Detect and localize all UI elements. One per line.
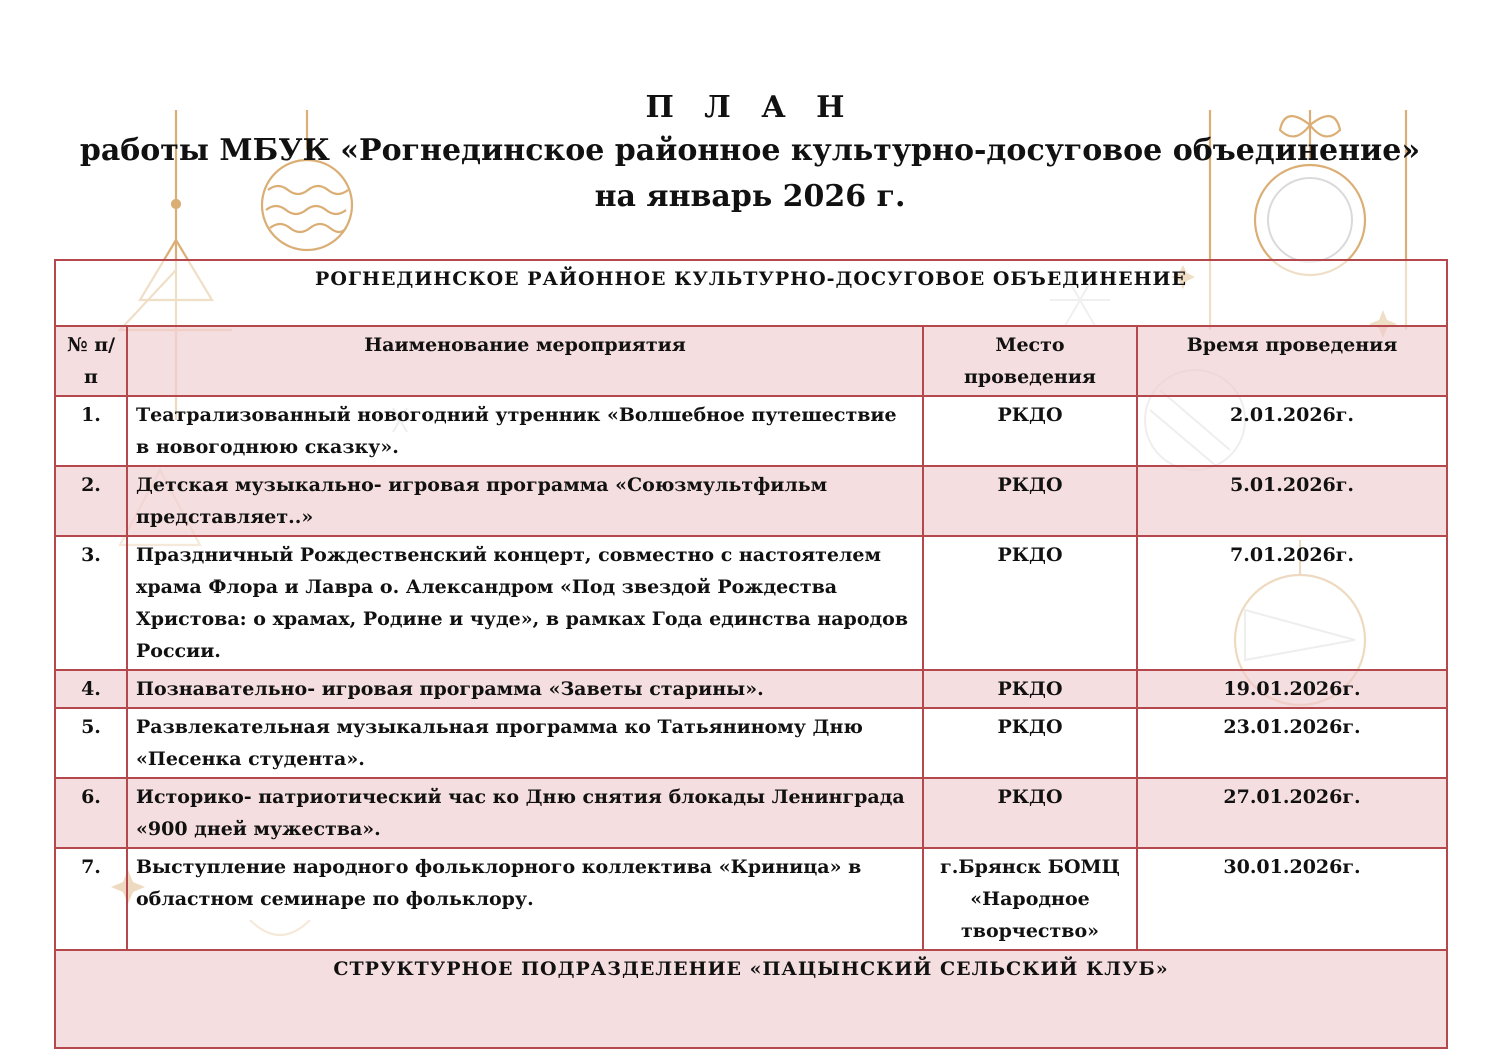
plan-title: П Л А Н — [645, 90, 855, 125]
row-event-name: Театрализованный новогодний утренник «Волшебное путешествие в новогоднюю сказку». — [127, 396, 923, 466]
table-row — [55, 536, 1447, 670]
row-place: РКДО — [923, 466, 1137, 536]
document-heading — [0, 88, 1500, 220]
subdivision-title: СТРУКТУРНОЕ ПОДРАЗДЕЛЕНИЕ «ПАЦЫНСКИЙ СЕЛЬСКИЙ КЛУБ» — [55, 950, 1447, 1048]
row-date: 23.01.2026г. — [1137, 708, 1447, 778]
row-date: 19.01.2026г. — [1137, 670, 1447, 708]
row-date: 27.01.2026г. — [1137, 778, 1447, 848]
row-num: 1. — [55, 396, 127, 466]
row-date: 30.01.2026г. — [1137, 848, 1447, 950]
row-date: 5.01.2026г. — [1137, 466, 1447, 536]
table-row — [55, 708, 1447, 778]
row-num: 6. — [55, 778, 127, 848]
table-header-row — [55, 326, 1447, 396]
row-place: РКДО — [923, 536, 1137, 670]
row-num: 2. — [55, 466, 127, 536]
row-place: г.Брянск БОМЦ «Народное творчество» — [923, 848, 1137, 950]
table-row — [55, 396, 1447, 466]
plan-period: на январь 2026 г. — [594, 179, 906, 214]
org-title: РОГНЕДИНСКОЕ РАЙОННОЕ КУЛЬТУРНО-ДОСУГОВОЕ ОБЪЕДИНЕНИЕ — [55, 260, 1447, 326]
table-row — [55, 848, 1447, 950]
row-event-name: Историко- патриотический час ко Дню снятия блокады Ленинграда «900 дней мужества». — [127, 778, 923, 848]
row-place: РКДО — [923, 670, 1137, 708]
table-row — [55, 670, 1447, 708]
column-header-place: Место проведения — [923, 326, 1137, 396]
row-num: 5. — [55, 708, 127, 778]
row-num: 4. — [55, 670, 127, 708]
subdivision-row — [55, 950, 1447, 1048]
column-header-date: Время проведения — [1137, 326, 1447, 396]
table-row — [55, 466, 1447, 536]
row-num: 3. — [55, 536, 127, 670]
events-table — [54, 259, 1448, 1049]
column-header-num: № п/п — [55, 326, 127, 396]
row-date: 2.01.2026г. — [1137, 396, 1447, 466]
row-place: РКДО — [923, 778, 1137, 848]
org-title-row — [55, 260, 1447, 326]
row-event-name: Развлекательная музыкальная программа ко Татьяниному Дню «Песенка студента». — [127, 708, 923, 778]
row-event-name: Праздничный Рождественский концерт, совместно с настоятелем храма Флора и Лавра о. Александром «Под звездой Рождества Христова: о храмах, Родине и чуде», в рамках Года единства народов России. — [127, 536, 923, 670]
row-place: РКДО — [923, 708, 1137, 778]
column-header-name: Наименование мероприятия — [127, 326, 923, 396]
table-row — [55, 778, 1447, 848]
row-event-name: Детская музыкально- игровая программа «Союзмультфильм представляет..» — [127, 466, 923, 536]
row-num: 7. — [55, 848, 127, 950]
row-place: РКДО — [923, 396, 1137, 466]
row-event-name: Познавательно- игровая программа «Заветы старины». — [127, 670, 923, 708]
row-event-name: Выступление народного фольклорного коллектива «Криница» в областном семинаре по фольклору. — [127, 848, 923, 950]
row-date: 7.01.2026г. — [1137, 536, 1447, 670]
plan-subtitle: работы МБУК «Рогнединское районное культурно-досуговое объединение» — [79, 133, 1421, 168]
